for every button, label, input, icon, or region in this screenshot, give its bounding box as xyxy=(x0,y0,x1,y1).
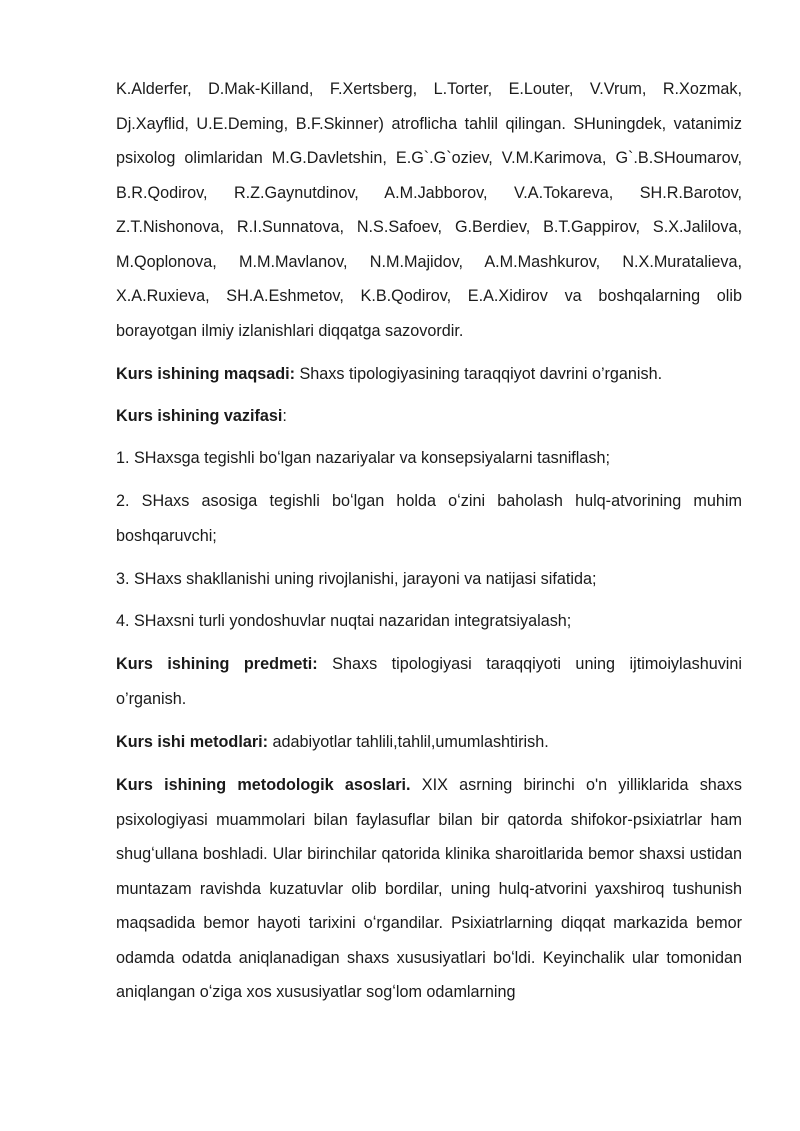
paragraph-methods xyxy=(116,726,742,758)
task-item-3 xyxy=(116,563,742,595)
task-item-3-text: 3. SHaxs shakllanishi uning rivojlanishi, jarayoni va natijasi sifatida; xyxy=(116,570,597,588)
document-page xyxy=(116,72,742,1020)
subject-text: Shaxs tipologiyasi taraqqiyoti uning ijtimoiylashuvini o’rganish. xyxy=(116,655,742,708)
goal-text: Shaxs tipologiyasining taraqqiyot davrini o’rganish. xyxy=(295,365,663,383)
goal-label: Kurs ishining maqsadi: xyxy=(116,365,295,383)
paragraph-intro-text: K.Alderfer, D.Mak-Killand, F.Xertsberg, L.Torter, E.Louter, V.Vrum, R.Xozmak, Dj.Xayflid, U.E.Deming, B.F.Skinner) atroflicha tahlil qilingan. SHuningdek, vatanimiz psixolog olimlaridan M.G.Davletshin, E.G`.G`oziev, V.M.Karimova, G`.B.SHoumarov, B.R.Qodirov, R.Z.Gaynutdinov, A.M.Jabborov, V.A.Tokareva, SH.R.Barotov, Z.T.Nishonova, R.I.Sunnatova, N.S.Safoev, G.Berdiev, B.T.Gappirov, S.X.Jalilova, M.Qoplonova, M.M.Mavlanov, N.M.Majidov, A.M.Mashkurov, N.X.Muratalieva, X.A.Ruxieva, SH.A.Eshmetov, K.B.Qodirov, E.A.Xidirov va boshqalarning olib borayotgan ilmiy izlanishlari diqqatga sazovordir. xyxy=(116,80,742,340)
paragraph-goal xyxy=(116,358,742,390)
methods-label: Kurs ishi metodlari: xyxy=(116,733,269,751)
task-item-1-text: 1. SHaxsga tegishli boʻlgan nazariyalar va konsepsiyalarni tasniflash; xyxy=(116,449,610,467)
paragraph-intro xyxy=(116,72,742,348)
task-item-1 xyxy=(116,442,742,474)
methodology-label: Kurs ishining metodologik asoslari. xyxy=(116,776,411,794)
paragraph-tasks-heading xyxy=(116,400,742,432)
tasks-colon: : xyxy=(282,407,287,425)
paragraph-methodology xyxy=(116,768,742,1010)
subject-label: Kurs ishining predmeti: xyxy=(116,655,318,673)
task-item-2 xyxy=(116,484,742,553)
task-item-2-text: 2. SHaxs asosiga tegishli boʻlgan holda oʻzini baholash hulq-atvorining muhim boshqaruvchi; xyxy=(116,492,742,545)
methodology-text: XIX asrning birinchi o'n yilliklarida shaxs psixologiyasi muammolari bilan faylasuflar bilan bir qatorda shifokor-psixiatrlar ham shugʻullana boshladi. Ular birinchilar qatorida klinika sharoitlarida bemor shaxsi ustidan muntazam ravishda kuzatuvlar olib bordilar, uning hulq-atvorini yaxshiroq tushunish maqsadida bemor hayoti tarixini oʻrgandilar. Psixiatrlarning diqqat markazida bemor odamda odatda aniqlanadigan shaxs xususiyatlari boʻldi. Keyinchalik ular tomonidan aniqlangan oʻziga xos xususiyatlar sogʻlom odamlarning xyxy=(116,776,742,1001)
task-item-4 xyxy=(116,605,742,637)
methods-text: adabiyotlar tahlili,tahlil,umumlashtirish. xyxy=(268,733,549,751)
paragraph-subject xyxy=(116,647,742,716)
tasks-label: Kurs ishining vazifasi xyxy=(116,407,283,425)
task-item-4-text: 4. SHaxsni turli yondoshuvlar nuqtai nazaridan integratsiyalash; xyxy=(116,612,572,630)
